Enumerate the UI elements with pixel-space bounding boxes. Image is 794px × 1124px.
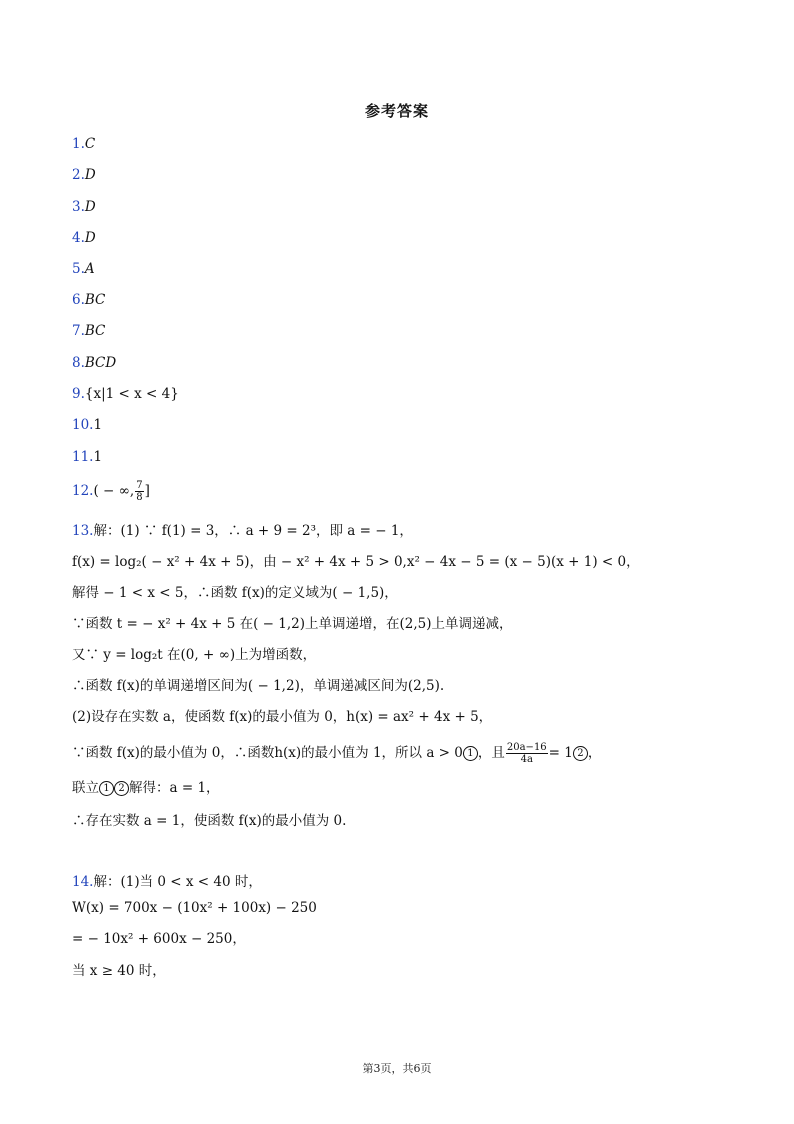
answer-8 xyxy=(72,354,116,372)
answer-number: 14. xyxy=(72,874,94,890)
q13-line-9 xyxy=(72,779,220,797)
interval-suffix: ] xyxy=(144,483,150,499)
answer-4 xyxy=(72,229,96,247)
answer-number: 1. xyxy=(72,136,85,152)
answer-number: 7. xyxy=(72,323,85,339)
answer-11 xyxy=(72,448,102,466)
answer-text: {x|1 < x < 4} xyxy=(84,386,179,402)
answer-10 xyxy=(72,416,102,434)
q14-line-3: = − 10x² + 600x − 250， xyxy=(72,931,246,947)
solution-text: 解：(1)当 0 < x < 40 时， xyxy=(93,874,262,890)
circled-number-1: 1 xyxy=(99,781,114,796)
q14-line-1 xyxy=(72,873,262,891)
q13-line-6: ∴函数 f(x)的单调递增区间为( − 1,2)，单调递减区间为(2,5). xyxy=(72,678,445,694)
fraction-denominator: 8 xyxy=(136,492,143,503)
answer-5 xyxy=(72,260,95,278)
answer-text: BC xyxy=(84,292,106,308)
solution-text: 解：(1) ∵ f(1) = 3，∴ a + 9 = 2³，即 a = − 1， xyxy=(93,523,413,539)
q13-line-2: f(x) = log₂( − x² + 4x + 5)，由 − x² + 4x + 5 > 0,x² − 4x − 5 = (x − 5)(x + 1) < 0， xyxy=(72,554,640,570)
answer-number: 3. xyxy=(72,199,85,215)
q13-line-10: ∴存在实数 a = 1，使函数 f(x)的最小值为 0. xyxy=(72,813,347,829)
page-footer: 第3页，共6页 xyxy=(362,1062,432,1075)
q14-line-2: W(x) = 700x − (10x² + 100x) − 250 xyxy=(72,900,317,916)
answer-number: 13. xyxy=(72,523,94,539)
q13-line-7: (2)设存在实数 a，使函数 f(x)的最小值为 0，h(x) = ax² + 4x + 5， xyxy=(72,709,493,725)
answer-text: A xyxy=(84,261,95,277)
answer-text: BC xyxy=(84,323,106,339)
answer-6 xyxy=(72,291,105,309)
fraction xyxy=(135,480,143,503)
answer-3 xyxy=(72,198,96,216)
q14-line-4: 当 x ≥ 40 时， xyxy=(72,963,166,979)
solution-text: ，且 xyxy=(477,745,505,761)
answer-text: D xyxy=(84,230,96,246)
q13-line-8 xyxy=(72,742,601,765)
answer-text: 1 xyxy=(93,417,103,433)
circled-number-1: 1 xyxy=(463,746,478,761)
answer-number: 5. xyxy=(72,261,85,277)
answer-9 xyxy=(72,385,179,403)
answer-number: 11. xyxy=(72,449,94,465)
circled-number-2: 2 xyxy=(573,746,588,761)
circled-number-2: 2 xyxy=(114,781,129,796)
fraction xyxy=(506,742,548,765)
answer-number: 10. xyxy=(72,417,94,433)
answer-12 xyxy=(72,480,150,503)
answer-text: C xyxy=(84,136,96,152)
q13-line-4: ∵函数 t = − x² + 4x + 5 在( − 1,2)上单调递增，在(2,5)上单调递减， xyxy=(72,616,513,632)
answer-2 xyxy=(72,166,96,184)
q13-line-3: 解得 − 1 < x < 5，∴函数 f(x)的定义域为( − 1,5)， xyxy=(72,585,398,601)
answer-number: 12. xyxy=(72,483,94,499)
q13-line-5: 又∵ y = log₂t 在(0, + ∞)上为增函数， xyxy=(72,647,317,663)
answer-text: 1 xyxy=(93,449,103,465)
fraction-denominator: 4a xyxy=(520,754,533,765)
q13-line-1 xyxy=(72,522,413,540)
answer-text: D xyxy=(84,199,96,215)
page-title: 参考答案 xyxy=(364,102,429,120)
answer-number: 2. xyxy=(72,167,85,183)
answer-text: BCD xyxy=(84,355,117,371)
answer-1 xyxy=(72,135,95,153)
answer-number: 6. xyxy=(72,292,85,308)
answer-text: D xyxy=(84,167,96,183)
solution-text: ∵函数 f(x)的最小值为 0，∴函数h(x)的最小值为 1，所以 a > 0 xyxy=(72,745,463,761)
fraction-numerator: 20a−16 xyxy=(506,742,547,753)
answer-number: 4. xyxy=(72,230,85,246)
interval-prefix: ( − ∞, xyxy=(93,483,135,499)
fraction-numerator: 7 xyxy=(136,480,143,491)
answer-7 xyxy=(72,322,105,340)
answer-number: 9. xyxy=(72,386,85,402)
solution-text: 联立 xyxy=(72,780,99,796)
solution-text: = 1 xyxy=(548,745,573,761)
solution-text: 解得：a = 1， xyxy=(129,780,220,796)
solution-text: ， xyxy=(587,745,602,761)
answer-number: 8. xyxy=(72,355,85,371)
